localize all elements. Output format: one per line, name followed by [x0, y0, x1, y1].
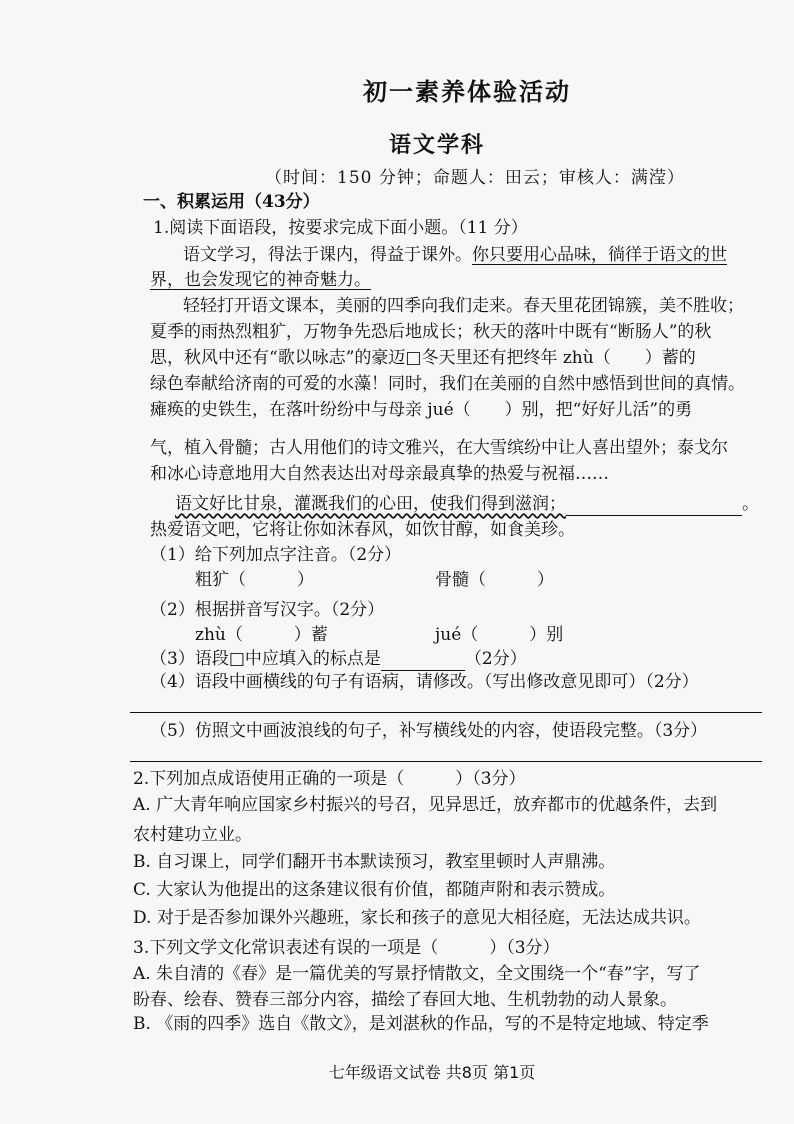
- q1-p3-blank[interactable]: [566, 497, 742, 516]
- q1-p3-period: 。: [742, 494, 759, 514]
- q1-p2-line6: 气，植入骨髓；古人用他们的诗文雅兴，在大雪缤纷中让人喜出望外；泰戈尔: [150, 438, 728, 458]
- q2-stem: 2.下列加点成语使用正确的一项是（ ）（3分）: [133, 769, 526, 789]
- q1-stem: 1.阅读下面语段，按要求完成下面小题。（11 分）: [153, 218, 528, 238]
- q3-stem: 3.下列文学文化常识表述有误的一项是（ ）（3分）: [133, 938, 560, 958]
- q3-option-a-line2: 盼春、绘春、赞春三部分内容，描绘了春回大地、生机勃勃的动人景象。: [133, 990, 677, 1010]
- section-heading: 一、积累运用（43分）: [143, 192, 320, 212]
- q1-p1-underlined: 你只要用心品味，徜徉于语文的世: [472, 245, 727, 265]
- q2-option-d: D. 对于是否参加课外兴趣班，家长和孩子的意见大相径庭，无法达成共识。: [133, 908, 701, 928]
- q1-p3-wavy: 语文好比甘泉，灌溉我们的心田，使我们得到滋润；: [175, 494, 566, 514]
- q1-p2-line5: 瘫痪的史铁生，在落叶纷纷中与母亲 jué（ ）别，把“好好儿活”的勇: [150, 400, 693, 420]
- q1-p1-underlined-end: 界，也会发现它的神奇魅力。: [150, 270, 371, 290]
- q1-p3-line2: 热爱语文吧，它将让你如沐春风，如饮甘醇，如食美珍。: [150, 520, 575, 540]
- q1-sub1-a: 粗犷（ ）: [195, 570, 314, 590]
- q1-p2-line1: 轻轻打开语文课本，美丽的四季向我们走来。春天里花团锦簇，美不胜收；: [183, 296, 744, 316]
- q1-p2-line4: 绿色奉献给济南的可爱的水藻！同时，我们在美丽的自然中感悟到世间的真情。: [150, 374, 745, 394]
- q1-p3-line1: [175, 492, 759, 516]
- q1-sub3-blank[interactable]: [381, 652, 465, 671]
- q3-option-a-line1: A. 朱自清的《春》是一篇优美的写景抒情散文，全文围绕一个“春”字，写了: [133, 964, 701, 984]
- q1-sub4: （4）语段中画横线的句子有语病，请修改。（写出修改意见即可）（2分）: [150, 672, 699, 692]
- q2-option-a-line2: 农村建功立业。: [133, 825, 252, 845]
- q3-option-b-line1: B. 《雨的四季》选自《散文》，是刘湛秋的作品，写的不是特定地域、特定季: [133, 1014, 709, 1034]
- q1-p2-line3: 思，秋风中还有“歌以咏志”的豪迈□冬天里还有把终年 zhù（ ）蓄的: [150, 348, 696, 368]
- q1-sub3-text: （3）语段□中应填入的标点是: [150, 649, 381, 669]
- subject-title: 语文学科: [388, 132, 485, 158]
- q1-sub2: （2）根据拼音写汉字。（2分）: [150, 600, 385, 620]
- q1-p2-line7: 和冰心诗意地用大自然表达出对母亲最真挚的热爱与祝福……: [150, 464, 609, 484]
- q1-sub2-a: zhù（ ）蓄: [195, 625, 328, 645]
- q1-sub2-b: jué（ ）别: [435, 625, 564, 645]
- q1-sub4-answer-line[interactable]: [130, 712, 762, 713]
- exam-meta: （时间：150 分钟；命题人：田云；审核人：满滢）: [265, 168, 685, 188]
- q1-sub5-answer-line[interactable]: [130, 761, 762, 762]
- q2-option-c: C. 大家认为他提出的这条建议很有价值，都随声附和表示赞成。: [133, 880, 616, 900]
- q1-p1-text: 语文学习，得法于课内，得益于课外。: [183, 245, 472, 265]
- q1-paragraph1-line2: [150, 268, 371, 292]
- q1-p2-line2: 夏季的雨热烈粗犷，万物争先恐后地成长；秋天的落叶中既有“断肠人”的秋: [150, 322, 712, 342]
- q1-sub1: （1）给下列加点字注音。（2分）: [150, 545, 402, 565]
- q1-sub1-b: 骨髓（ ）: [435, 570, 554, 590]
- page-footer: 七年级语文试卷 共8页 第1页: [328, 1063, 536, 1082]
- q1-sub3-score: （2分）: [464, 649, 527, 669]
- q1-paragraph1-line1: [183, 243, 727, 267]
- q1-sub5: （5）仿照文中画波浪线的句子，补写横线处的内容，使语段完整。（3分）: [150, 721, 708, 741]
- q2-option-a-line1: A. 广大青年响应国家乡村振兴的号召，见异思迁，放弃都市的优越条件，去到: [133, 795, 718, 815]
- q1-sub3: [150, 647, 527, 671]
- page-title: 初一素养体验活动: [363, 77, 571, 106]
- q2-option-b: B. 自习课上，同学们翻开书本默读预习，教室里顿时人声鼎沸。: [133, 852, 616, 872]
